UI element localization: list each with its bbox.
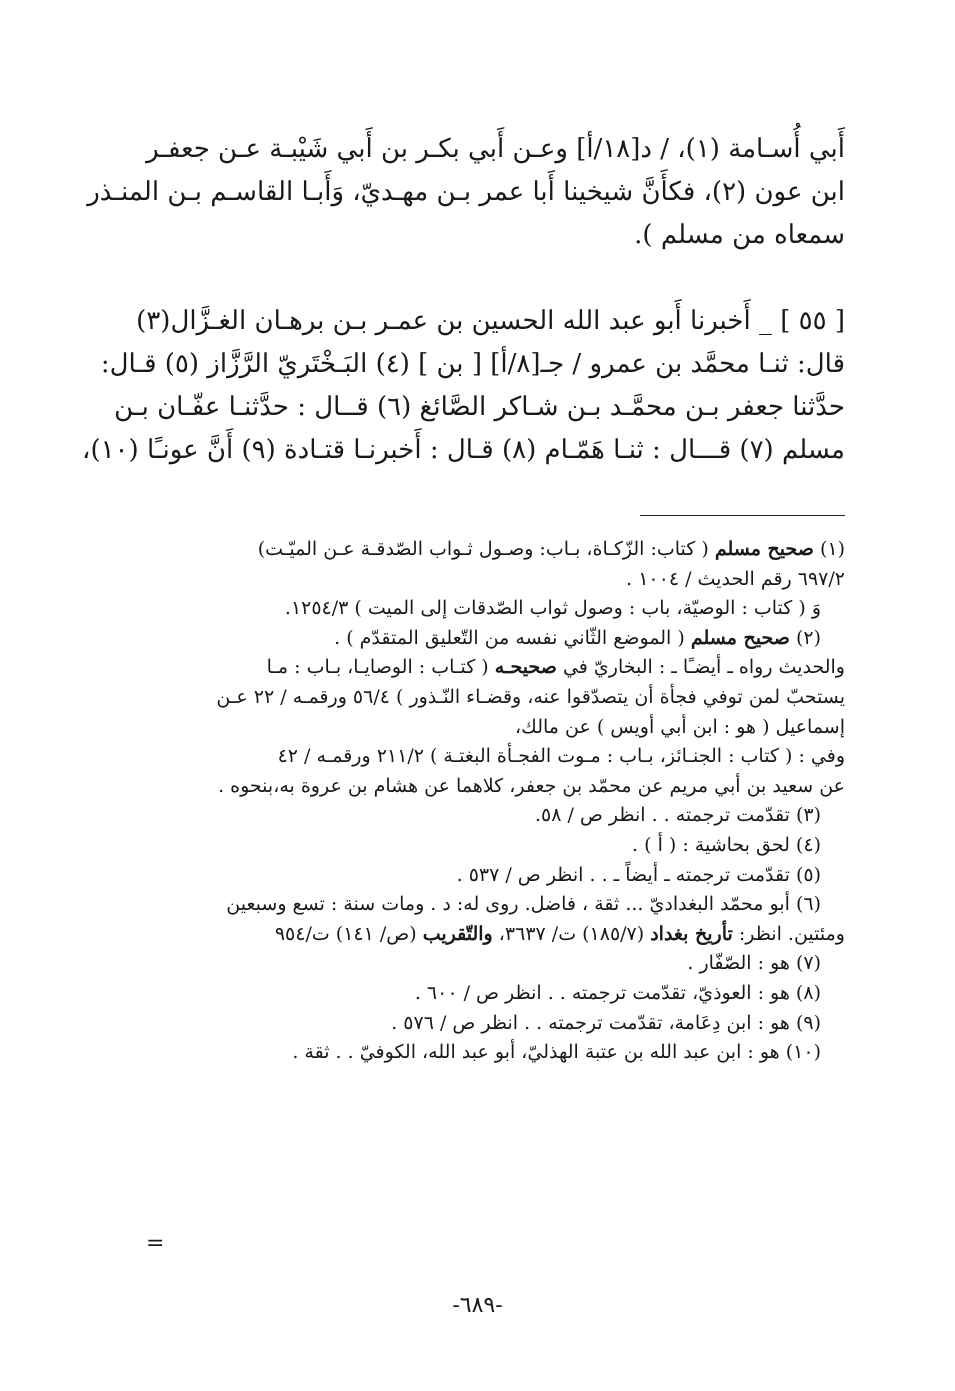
footnote-text: عن سعيد بن أبي مريم عن محمّد بن جعفر، كلاهما عن هشام بن عروة به،بنحوه . (218, 774, 845, 797)
footnote-text: ( كتـاب : الوصايـا، بـاب : مـا (266, 656, 495, 679)
footnote-text: (٨) هو : العوذيّ، تقدّمت ترجمته . . انظر ص / ٦٠٠ . (414, 981, 821, 1004)
footnotes (130, 535, 845, 1068)
footnote-line (130, 624, 845, 654)
footnote-text: وَ ( كتاب : الوصيّة، باب : وصول ثواب الصّدقات إلى الميت ) ١٢٥٤/٣. (284, 597, 821, 620)
footnote-line (130, 742, 845, 772)
footnote-line (130, 890, 845, 920)
main-paragraph-1 (87, 128, 845, 257)
footnote-text: (١) (813, 538, 845, 560)
footnote-text: (١٨٥/٧) ت/ ٣٦٣٧، (492, 922, 651, 945)
footnote-line (130, 831, 845, 861)
footnote-line (130, 1009, 845, 1039)
text-line: أَبي أُسـامة (١)، / د[١٨/أ] وعـن أَبي بكـر بن أَبي شَيْبـة عـن جعفـر (146, 134, 845, 164)
footnote-line (130, 683, 845, 713)
text-line: حدَّثنا جعفر بـن محمَّـد بـن شـاكر الصَّائغ (٦) قــال : حدَّثنـا عفّـان بـن (114, 392, 845, 422)
footnote-text: (٦) أبو محمّد البغداديّ ... ثقة ، فاضل. روى له: د . ومات سنة : تسع وسبعين (226, 893, 821, 916)
footnote-line (130, 861, 845, 891)
footnote-line (130, 653, 845, 683)
text-line: ابن عون (٢)، فكأَنَّ شيخينا أَبا عمر بـن مهـديّ، وَأَبـا القاسـم بـن المنـذر (87, 177, 845, 207)
footnote-text: ( الموضع الثّاني نفسه من التّعليق المتقدّم ) . (334, 626, 691, 649)
main-paragraph-2 (82, 300, 845, 472)
text-line: مسلم (٧) قـــال : ثنـا هَمّـام (٨) قـال : أَخبرنـا قتـادة (٩) أَنَّ عونـًا (١٠)، (82, 435, 845, 465)
footnote-text: (٤) لحق بحاشية : ( أ ) . (632, 833, 821, 856)
footnote-bold-title: والتّقريب (422, 922, 493, 945)
footnote-line (130, 949, 845, 979)
footnote-line (130, 594, 845, 624)
footnote-text: (٥) تقدّمت ترجمته ـ أيضاً ـ . . انظر ص / ٥٣٧ . (456, 863, 821, 886)
footnote-line (130, 713, 845, 743)
footnote-line (130, 565, 845, 595)
text-line: [ ٥٥ ] _ أَخبرنا أَبو عبد الله الحسين بن عمـر بـن برهـان الغـزَّال(٣) (136, 306, 845, 336)
footnote-text: (٩) هو : ابن دِعَامة، تقدّمت ترجمته . . انظر ص / ٥٧٦ . (391, 1011, 821, 1034)
footnote-text: ومئتين. انظر: (732, 922, 845, 945)
footnote-text: (٢) (789, 626, 821, 649)
footnote-line (130, 979, 845, 1009)
footnote-text: وفي : ( كتاب : الجنـائز، بـاب : مـوت الفجـأة البغتـة ) ٢١١/٢ ورقمـه / ٤٢ (277, 745, 845, 768)
footnote-bold-title: صحيح مسلم (690, 626, 790, 649)
footnote-line (130, 535, 845, 565)
footnote-line (130, 772, 845, 802)
page-number: -٦٨٩- (452, 1293, 503, 1318)
footnote-text: إسماعيل ( هو : ابن أبي أويس ) عن مالك، (515, 715, 845, 738)
continuation-mark: = (146, 1231, 165, 1256)
footnote-text: (ص/ ١٤١) ت/٩٥٤ (274, 922, 423, 945)
footnote-text: يستحبّ لمن توفي فجأة أن يتصدّقوا عنه، وقضـاء النّـذور ) ٥٦/٤ ورقمـه / ٢٢ عـن (216, 685, 845, 708)
footnote-line (130, 1038, 845, 1068)
text-line: سمعاه من مسلم ). (634, 220, 845, 250)
footnote-text: ( كتاب: الزّكـاة، بـاب: وصـول ثـواب الصّدقـة عـن الميّـت) (257, 538, 715, 560)
footnote-text: (٣) تقدّمت ترجمته . . انظر ص / ٥٨. (534, 804, 821, 827)
footnote-text: ٦٩٧/٢ رقم الحديث / ١٠٠٤ . (626, 567, 845, 590)
footnote-bold-title: صحيحـه (494, 656, 557, 679)
footnote-bold-title: صحيح مسلم (714, 538, 814, 560)
footnote-line (130, 920, 845, 950)
text-line: قال: ثنـا محمَّد بن عمرو / جـ[٨/أ] [ بن ] (٤) البَـخْتَريّ الرَّزَّاز (٥) قـال: (100, 349, 845, 379)
footnote-line (130, 801, 845, 831)
footnote-bold-title: تأريخ بغداد (650, 922, 733, 945)
footnote-separator (640, 515, 845, 516)
footnote-text: (١٠) هو : ابن عبد الله بن عتبة الهذليّ، أبو عبد الله، الكوفيّ . . ثقة . (292, 1041, 821, 1064)
footnote-text: والحديث رواه ـ أيضـًا ـ : البخاريّ في (556, 656, 845, 679)
footnote-text: (٧) هو : الصّفّار . (687, 952, 821, 975)
